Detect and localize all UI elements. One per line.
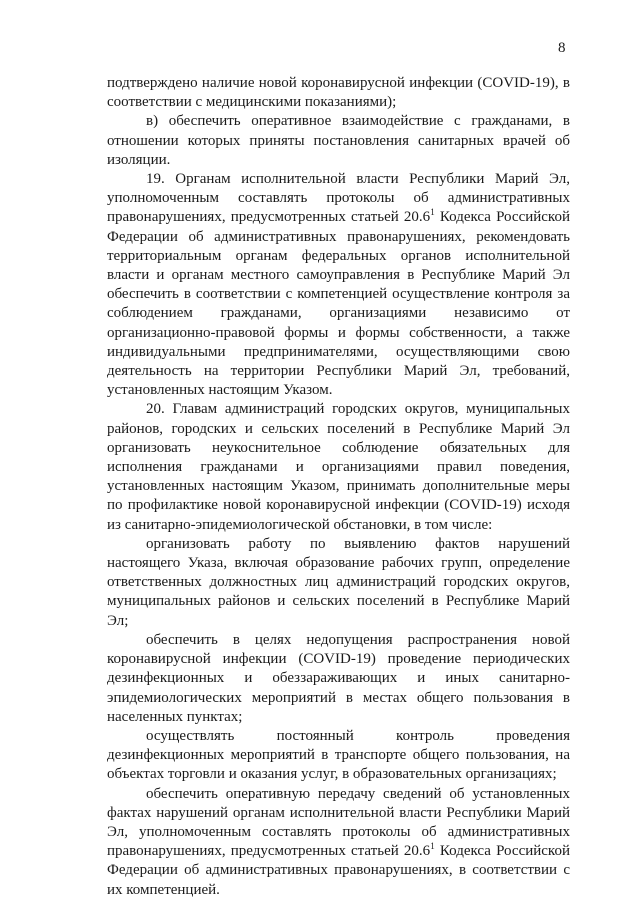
- paragraph-20-item-3: осуществлять постоянный контроль проведения дезинфекционных мероприятий в транспорте общего пользования, на объектах торговли и оказания услуг, в образовательных организациях;: [107, 727, 570, 783]
- paragraph-20: 20. Главам администраций городских округов, муниципальных районов, городских и сельских поселений в Республике Марий Эл организовать неукоснительное соблюдение обязательных для исполнения гражданами и организациями правил поведения, установленных настоящим Указом, принимать дополнительные меры по профилактике новой коронавирусной инфекции (COVID-19) исходя из санитарно-эпидемиологической обстановки, в том числе:: [107, 401, 570, 533]
- paragraph-20-item-4-text-a: обеспечить оперативную передачу сведений об установленных фактах нарушений органам исполнительной власти Республики Марий Эл, уполномоченным составлять протоколы об административных правонарушениях, предусмотренных статьей 20.6: [107, 785, 570, 860]
- paragraph-20-item-1: организовать работу по выявлению фактов нарушений настоящего Указа, включая образование рабочих групп, определение ответственных должностных лиц администраций городских округов, муниципальных районов и сельских поселений в Республике Марий Эл;: [107, 535, 570, 629]
- paragraph-20-item-4: [107, 785, 570, 900]
- paragraph-item-v: в) обеспечить оперативное взаимодействие с гражданами, в отношении которых приняты постановления санитарных врачей об изоляции.: [107, 113, 570, 168]
- paragraph-19-text-a: 19. Органам исполнительной власти Республики Марий Эл, уполномоченным составлять протоколы об административных правонарушениях, предусмотренных статьей 20.6: [107, 171, 570, 226]
- paragraph-20-item-4-text-b: Кодекса Российской Федерации об административных правонарушениях, в соответствии с их компетенцией.: [107, 843, 570, 898]
- paragraph-20-item-4-superscript: 1: [430, 841, 435, 852]
- paragraph-19-text-b: Кодекса Российской Федерации об административных правонарушениях, рекомендовать территориальным органам федеральных органов исполнительной власти и органам местного самоуправления в Республике Марий Эл обеспечить в соответствии с компетенцией осуществление контроля за соблюдением гражданами, организациями независимо от организационно-правовой формы и формы собственности, а также индивидуальными предпринимателями, осуществляющими свою деятельность на территории Республики Марий Эл, требований, установленных настоящим Указом.: [107, 209, 570, 399]
- paragraph-19: [107, 170, 570, 400]
- paragraph-20-item-2: обеспечить в целях недопущения распространения новой коронавирусной инфекции (COVID-19) проведение периодических дезинфекционных и обеззараживающих и иных санитарно-эпидемиологических мероприятий в местах общего пользования в населенных пунктах;: [107, 631, 570, 725]
- paragraph-19-superscript: 1: [430, 207, 435, 218]
- page-number: 8: [558, 40, 566, 56]
- paragraph-continuation: подтверждено наличие новой коронавирусной инфекции (COVID-19), в соответствии с медицинскими показаниями);: [107, 75, 570, 111]
- document-body: [107, 74, 570, 900]
